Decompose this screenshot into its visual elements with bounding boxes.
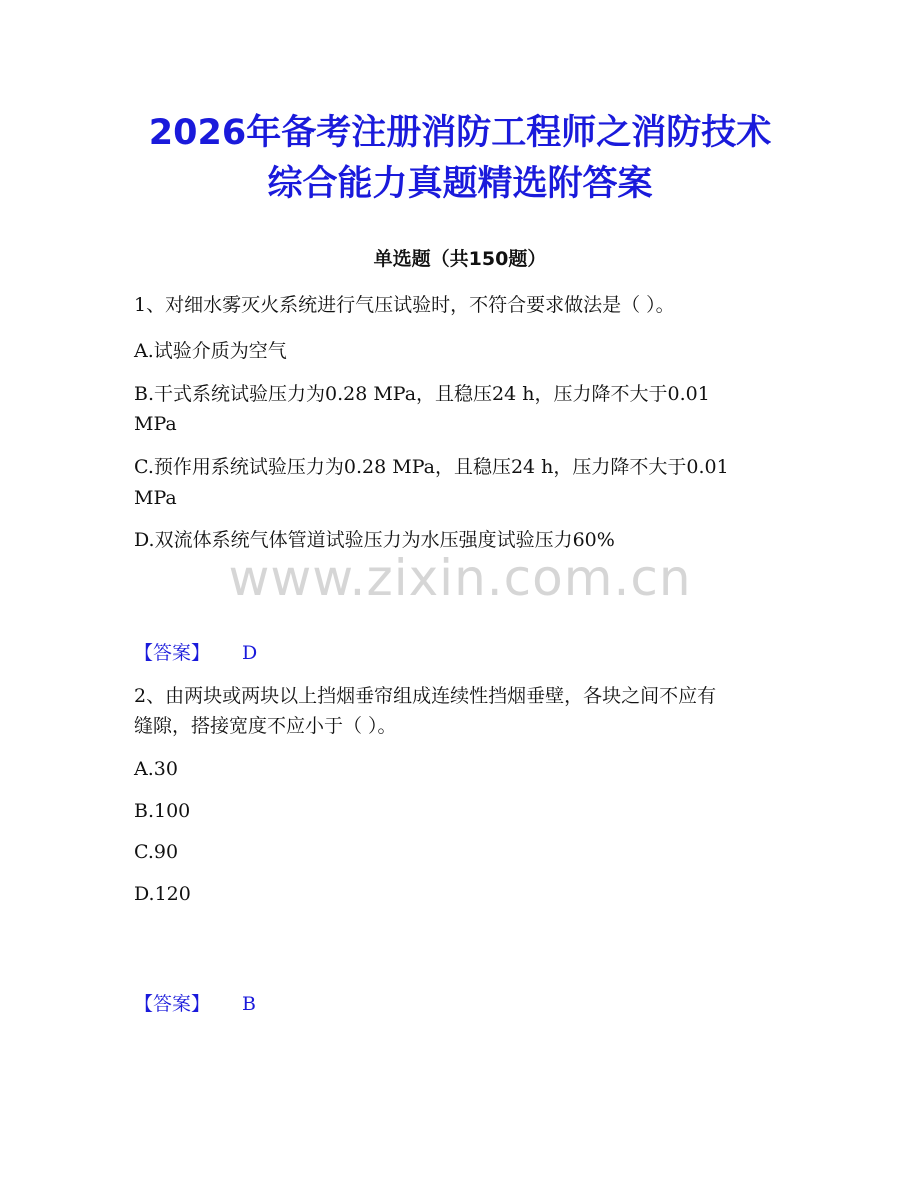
question-2-stem-cont: 缝隙，搭接宽度不应小于（ ）。 [134,715,397,737]
question-2-option-a: A.30 [134,758,178,780]
question-1-option-b-cont: MPa [134,413,177,435]
section-heading: 单选题（共150题） [373,248,547,270]
question-1-option-c: C.预作用系统试验压力为0.28 MPa，且稳压24 h，压力降不大于0.01 [134,456,729,478]
question-1-stem: 1、对细水雾灭火系统进行气压试验时，不符合要求做法是（ ）。 [134,294,675,316]
question-2-option-d: D.120 [134,883,191,905]
question-2-stem: 2、由两块或两块以上挡烟垂帘组成连续性挡烟垂壁，各块之间不应有 [134,685,717,707]
question-1-option-d: D.双流体系统气体管道试验压力为水压强度试验压力60% [134,529,615,551]
answer-value: D [242,642,258,664]
question-1-option-b: B.干式系统试验压力为0.28 MPa，且稳压24 h，压力降不大于0.01 [134,383,710,405]
document-title-line-1: 2026年备考注册消防工程师之消防技术 [148,113,772,153]
question-1-option-a: A.试验介质为空气 [134,340,287,362]
answer-label: 【答案】 [134,993,211,1015]
watermark: www.zixin.com.cn [228,549,692,607]
question-2-option-b: B.100 [134,800,191,822]
question-1-answer [134,644,257,663]
answer-label: 【答案】 [134,642,211,664]
document-title-line-2: 综合能力真题精选附答案 [267,164,653,204]
answer-value: B [242,993,256,1015]
question-1-option-c-cont: MPa [134,487,177,509]
question-2-answer [134,995,256,1014]
question-2-option-c: C.90 [134,841,179,863]
